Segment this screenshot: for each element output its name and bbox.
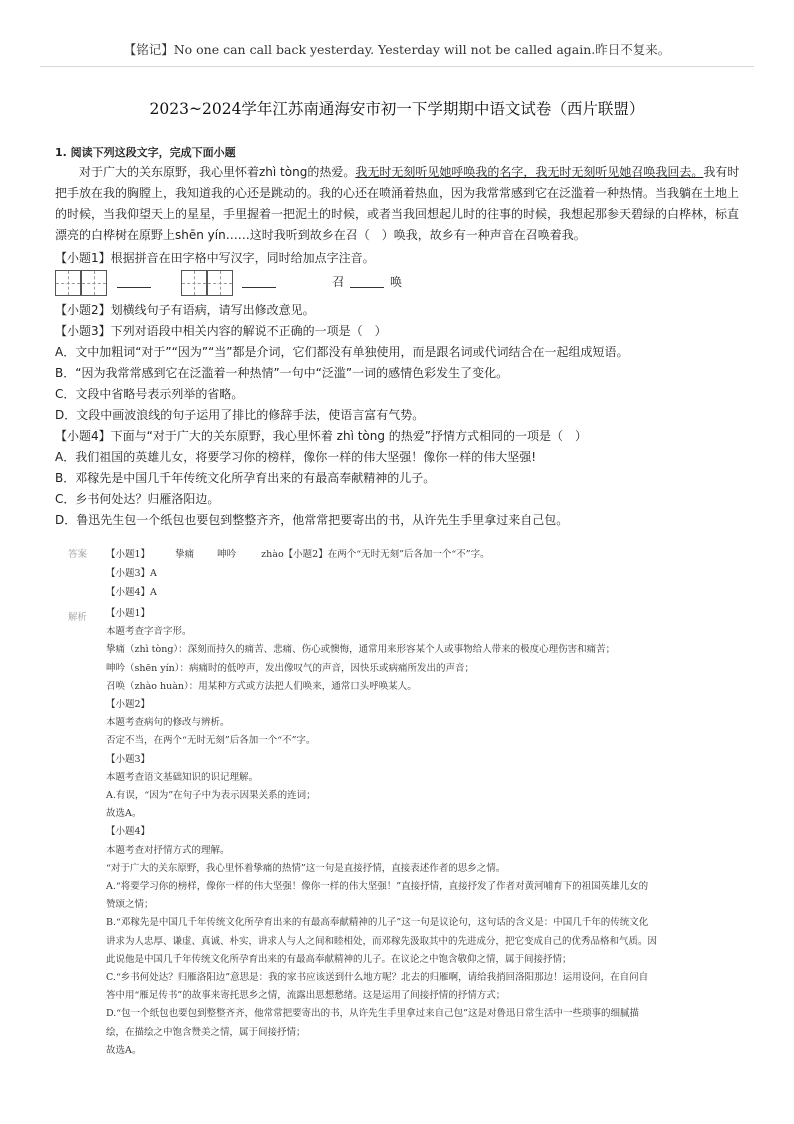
analysis-line: 本题考查病句的修改与辨析。 [106, 717, 230, 729]
analysis-body [106, 605, 746, 1060]
sub3-option-b: B．“因为我常常感到它在泛滥着一种热情”一句中“泛滥”一词的感情色彩发生了变化。 [55, 366, 509, 380]
analysis-line: 【小题4】 [106, 826, 151, 838]
analysis-line: 【小题3】 [106, 753, 151, 765]
header-divider [40, 66, 754, 67]
analysis-line: 故选A。 [106, 808, 142, 820]
passage [55, 162, 745, 246]
answer-tag: 【小题1】 [106, 549, 151, 560]
tian-grid-cell[interactable] [55, 270, 81, 296]
analysis-line: 【小题2】 [106, 699, 151, 711]
tian-grid-cell[interactable] [81, 270, 107, 296]
analysis-line: B.“邓稼先是中国几千年传统文化所孕育出来的有最高奉献精神的儿子”这一句是议论句，这句话的含义是：中国几千年的传统文化 [106, 917, 649, 929]
analysis-line: 讲求为人忠厚、谦虚、真诚、朴实，讲求人与人之间和睦相处，而邓稼先汲取其中的先进成分，把它变成自己的优秀品格和气质。因 [106, 935, 658, 947]
sub4-option-b: B．邓稼先是中国几千年传统文化所孕育出来的有最高奉献精神的儿子。 [55, 471, 436, 485]
page-title: 2023~2024学年江苏南通海安市初一下学期期中语文试卷（西片联盟） [149, 100, 645, 118]
answer-word-1: 挚痛 [175, 549, 195, 560]
analysis-line: 挚痛（zhì tòng）：深刻而持久的痛苦、悲痛、伤心或懊悔，通常用来形容某个人或事物给人带来的极度心理伤害和痛苦； [106, 644, 616, 656]
dotted-char-zhao: 召 [332, 275, 345, 289]
analysis-line: 此说他是中国几千年传统文化所孕育出来的有最高奉献精神的儿子。在议论之中饱含敬仰之情，属于间接抒情； [106, 953, 572, 965]
sub4-option-c: C．乡书何处达？归雁洛阳边。 [55, 492, 220, 506]
answer-line-2: 【小题3】A [106, 568, 157, 579]
analysis-line: 召唤（zhào huàn）：用某种方式或方法把人们唤来，通常口头呼唤某人。 [106, 680, 417, 692]
subquestion-4: 【小题4】下面与“对于广大的关东原野，我心里怀着 zhì tòng 的热爱”抒情方式相同的一项是（ ） [55, 429, 588, 443]
answer-line-1 [106, 546, 490, 560]
analysis-line: 赞颂之情； [106, 899, 154, 911]
subquestion-2: 【小题2】划横线句子有语病，请写出修改意见。 [55, 303, 315, 317]
subquestion-1: 【小题1】根据拼音在田字格中写汉字，同时给加点字注音。 [55, 251, 375, 265]
analysis-line: 答中用“雁足传书”的故事来寄托思乡之情，流露出思想愁绪。这是运用了间接抒情的抒情方式； [106, 990, 506, 1002]
answer-rest: zhào【小题2】在两个“无时无刻”后各加一个“不”字。 [261, 549, 490, 560]
analysis-line: D.“包一个纸包也要包到整整齐齐，他常常把要寄出的书，从许先生手里拿过来自己包”这是对鲁迅日常生活中一些琐事的细腻描 [106, 1008, 640, 1020]
analysis-line: 否定不当，在两个“无时无刻”后各加一个“不”字。 [106, 735, 316, 747]
answer-line-3: 【小题4】A [106, 587, 157, 598]
answer-grid-row [55, 268, 402, 296]
answer-label: 答案 [68, 549, 88, 560]
analysis-line: “对于广大的关东原野，我心里怀着挚痛的热情”这一句是直接抒情，直接表述作者的思乡之情。 [106, 862, 506, 874]
analysis-line: A.“将要学习你的榜样，像你一样的伟大坚强！像你一样的伟大坚强！”直接抒情，直接抒发了作者对黄河哺育下的祖国英雄儿女的 [106, 881, 649, 893]
sub3-option-c: C．文段中省略号表示列举的省略。 [55, 387, 244, 401]
sub4-option-d: D．鲁迅先生包一个纸包也要包到整整齐齐，他常常把要寄出的书，从许先生手里拿过来自己包。 [55, 513, 569, 527]
char-huan: 唤 [389, 275, 402, 289]
analysis-line: 本题考查字音字形。 [106, 626, 192, 638]
analysis-line: C.“乡书何处达？归雁洛阳边”意思是：我的家书应该送到什么地方呢？北去的归雁啊，请给我捎回洛阳那边！运用设问，在自问自 [106, 972, 649, 984]
header-motto: 【铭记】No one can call back yesterday. Yesterday will not be called again.昨日不复来。 [123, 42, 671, 57]
answer-blank[interactable] [242, 287, 276, 288]
sub4-option-a: A．我们祖国的英雄儿女，将要学习你的榜样，像你一样的伟大坚强！像你一样的伟大坚强! [55, 450, 537, 464]
passage-text-a: 对于广大的关东原野，我心里怀着zhì tòng的热爱。 [79, 165, 356, 179]
answer-blank[interactable] [117, 287, 151, 288]
analysis-line: 故选A。 [106, 1044, 142, 1056]
analysis-line: A.有误，“因为”在句子中为表示因果关系的连词； [106, 790, 316, 802]
subquestion-3: 【小题3】下列对语段中相关内容的解说不正确的一项是（ ） [55, 324, 387, 338]
sub3-option-d: D．文段中画波浪线的句子运用了排比的修辞手法，使语言富有气势。 [55, 408, 425, 422]
analysis-label: 解析 [68, 612, 88, 623]
sub3-option-a: A．文中加粗词“对于”“因为”“当”都是介词，它们都没有单独使用，而是跟名词或代词结合在一起组成短语。 [55, 345, 629, 359]
analysis-line: 本题考查对抒情方式的理解。 [106, 844, 230, 856]
passage-text-b: 我有时把手放在我的胸膛上，我知道我的心还是跳动的。我的心还在喷涌着热血，因为我常常感到它在泛滥着一种热情。当我躺在土地上的时候，当我仰望天上的星星，手里握着一把泥土的时候，或者当我回想起儿时的往事的时候，我想起那参天碧绿的白桦林，标直漂亮的白桦树在原野上shēn yín……这时我听到故乡在召（ ）唤我，故乡有一种声音在召唤着我。 [55, 165, 740, 242]
answer-blank[interactable] [350, 287, 384, 288]
analysis-line: 呻吟（shēn yín）：病痛时的低哼声，发出像叹气的声音，因快乐或病痛所发出的声音； [106, 662, 475, 674]
analysis-line: 【小题1】 [106, 608, 151, 619]
analysis-line: 本题考查语文基础知识的识记理解。 [106, 771, 259, 783]
tian-grid-cell[interactable] [207, 270, 233, 296]
tian-grid-cell[interactable] [181, 270, 207, 296]
analysis-line: 绘，在描绘之中饱含赞美之情，属于间接抒情； [106, 1026, 306, 1038]
question-heading: 1. 阅读下列这段文字，完成下面小题 [55, 146, 236, 159]
answer-word-2: 呻吟 [217, 549, 237, 560]
passage-underlined-sentence: 我无时无刻听见她呼唤我的名字，我无时无刻听见她召唤我回去。 [355, 165, 704, 179]
